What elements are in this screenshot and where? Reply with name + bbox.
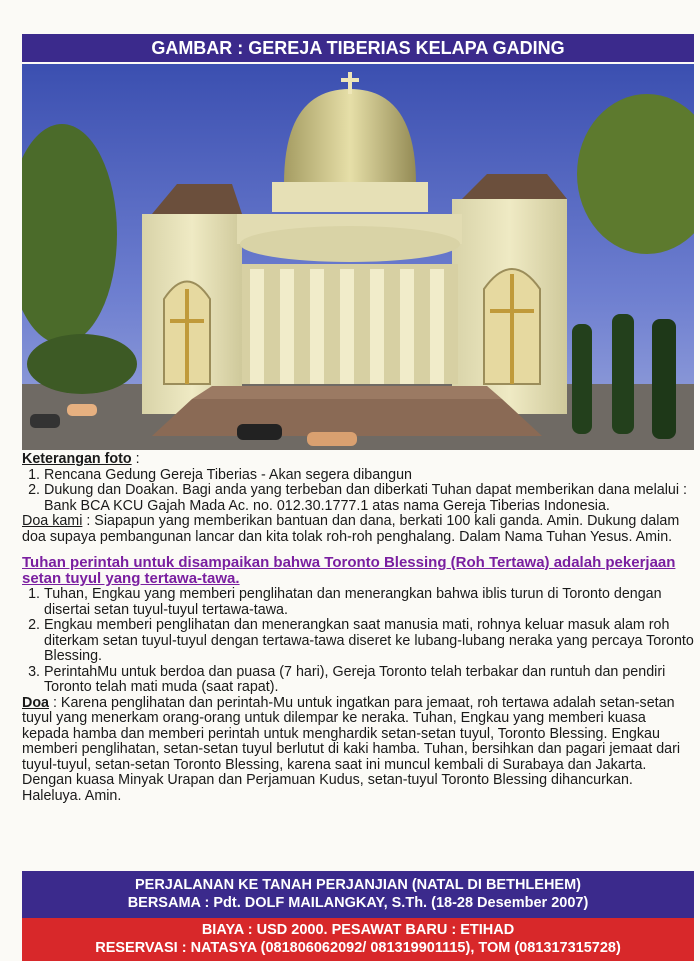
toronto-prayer-paragraph: Doa : Karena penglihatan dan perintah-Mu untuk ingatkan para jemaat, roh tertawa adalah setan-setan tuyul yang menerkam orang-orang untuk dilempar ke neraka. Tuhan, Engkau yang memberi kuasa kepada hamba dan memberi perintah untuk menghardik setan-setan tuyul, Toronto Blessing. Engkau memberi penglihatan, setan-setan tuyul berlutut di kaki hamba. Tuhan, bersihkan dan pagari jemaat dari tuyul-tuyul, setan-setan Toronto Blessing, karena saat ini muncul kembali di Surabaya dan Jakarta. Dengan kuasa Minyak Urapan dan Perjamuan Kudus, setan-tuyul Toronto Blessing dihancurkan. Haleluya. Amin. [22, 694, 681, 804]
list-item: 1. Rencana Gedung Gereja Tiberias - Akan segera dibangun [44, 468, 694, 484]
church-rendering-image [22, 64, 694, 450]
reservation-contacts: RESERVASI : NATASYA (081806062092/ 081319901115), TOM (081317315728) [95, 940, 621, 956]
caption-list [22, 468, 694, 515]
reservation-banner [22, 918, 694, 961]
price-line: BIAYA : USD 2000. PESAWAT BARU : ETIHAD [201, 922, 515, 938]
list-item: 1. Tuhan, Engkau yang memberi penglihatan dan menerangkan bahwa iblis turun di Toronto dengan disertai setan tuyul-tuyul tertawa-tawa. [44, 587, 694, 618]
prayer-paragraph: Doa kami : Siapapun yang memberikan bantuan dan dana, berkati 100 kali ganda. Amin. Dukung dalam doa supaya pembangunan lancar dan kita tolak roh-roh penghalang. Dalam Nama Tuhan Yesus. Amin. [22, 513, 680, 545]
list-item: 3. PerintahMu untuk berdoa dan puasa (7 hari), Gereja Toronto telah terbakar dan runtuh dan pendiri Toronto telah mati muda (saat rapat). [44, 665, 694, 696]
toronto-list [22, 587, 694, 696]
pilgrimage-banner [22, 871, 694, 919]
pilgrimage-details: BERSAMA : Pdt. DOLF MAILANGKAY, S.Th. (18-28 Desember 2007) [127, 895, 589, 911]
pilgrimage-title: PERJALANAN KE TANAH PERJANJIAN (NATAL DI BETHLEHEM) [134, 877, 582, 893]
page-title: GAMBAR : GEREJA TIBERIAS KELAPA GADING [22, 34, 694, 62]
article-body [22, 452, 694, 804]
toronto-heading: Tuhan perintah untuk disampaikan bahwa Toronto Blessing (Roh Tertawa) adalah pekerjaan setan tuyul yang tertawa-tawa. [22, 554, 676, 587]
photo-caption-heading: Keterangan foto : [22, 451, 140, 467]
list-item: 2. Engkau memberi penglihatan dan menerangkan saat manusia mati, rohnya keluar masuk alam roh diterkam setan tuyul-tuyul dengan tertawa-tawa diseret ke lubang-lubang neraka yang percaya Toronto Blessing. [44, 618, 694, 665]
list-item: 2. Dukung dan Doakan. Bagi anda yang terbeban dan diberkati Tuhan dapat memberikan dana melalui : Bank BCA KCU Gajah Mada Ac. no. 012.30.1777.1 atas nama Gereja Tiberias Indonesia. [44, 483, 694, 514]
